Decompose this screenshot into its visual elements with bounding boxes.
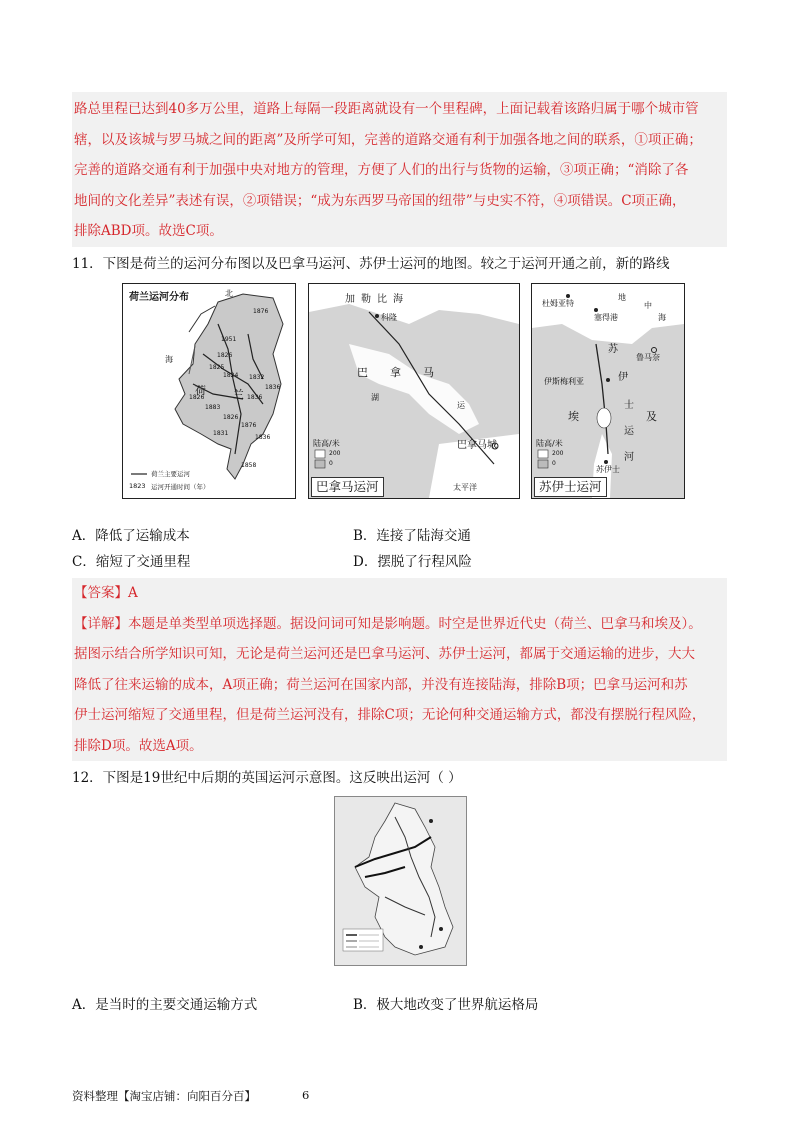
suez-city1: 杜姆亚特 [542, 299, 574, 308]
suez-canal-char: 士 [624, 400, 634, 411]
explanation-line: 排除ABD项。故选C项。 [74, 223, 223, 239]
suez-sea-char: 中 [644, 301, 652, 310]
suez-legend-title: 陆高/米 [536, 439, 563, 448]
q11-option-d[interactable]: D．摆脱了行程风险 [353, 554, 472, 570]
q12-option-a[interactable]: A．是当时的主要交通运输方式 [72, 997, 258, 1013]
year-label: 1883 [205, 404, 221, 411]
legend-line1: 荷兰主要运河 [151, 470, 190, 478]
q11-option-c[interactable]: C．缩短了交通里程 [72, 554, 191, 570]
panama-city2: 巴拿马城 [457, 440, 497, 451]
panama-legend-title: 陆高/米 [313, 439, 340, 448]
panama-legend-zero: 0 [329, 460, 333, 467]
panama-lake-label: 湖 [371, 393, 379, 402]
question-12-stem: 12．下图是19世纪中后期的英国运河示意图。这反映出运河（ ） [72, 770, 462, 786]
q11-answer-block [72, 578, 727, 761]
suez-sea-char: 地 [618, 293, 626, 302]
panama-gulf-label: 太平洋 [453, 483, 477, 492]
netherlands-map-graphic [123, 284, 295, 498]
country-char: 兰 [233, 388, 244, 401]
year-label: 1832 [249, 374, 265, 381]
panama-country-label: 巴拿马 [357, 366, 456, 379]
suez-canal-char: 伊 [618, 372, 628, 383]
explanation-line: 排除D项。故选A项。 [74, 737, 203, 754]
explanation-line: 完善的道路交通有利于加强中央对地方的管理，方便了人们的出行与货物的运输，③项正确；“消除了各 [74, 162, 689, 178]
explanation-line: 路总里程已达到40多万公里，道路上每隔一段距离就设有一个里程碑，上面记载着该路归属于哪个城市管 [74, 101, 699, 117]
explanation-line: 辖，以及该城与罗马城之间的距离”及所学可知，完善的道路交通有利于加强各地之间的联系，①项正确； [74, 131, 702, 148]
year-label: 1825 [209, 364, 225, 371]
panama-canal-map [308, 283, 520, 499]
q11-option-b[interactable]: B．连接了陆海交通 [353, 528, 471, 544]
panama-sea-label: 加勒比海 [345, 294, 409, 305]
suez-legend-zero: 0 [552, 460, 556, 467]
suez-legend-value: 200 [552, 450, 564, 457]
legend-line2: 运河开通时间（年） [151, 483, 210, 491]
year-label: 1836 [265, 384, 281, 391]
suez-canal-char: 河 [624, 452, 634, 463]
suez-city2: 塞得港 [594, 313, 618, 322]
explanation-line: 伊士运河缩短了交通里程，但是荷兰运河没有，排除C项；无论何种交通运输方式，都没有摆脱行程风险， [74, 707, 706, 723]
explanation-line: 地间的文化差异”表述有误，②项错误；“成为东西罗马帝国的纽带”与史实不符，④项错误。C项正确， [74, 192, 686, 209]
explanation-line: 【详解】本题是单类型单项选择题。据设问词可知是影响题。时空是世界近代史（荷兰、巴拿马和埃及）。 [74, 615, 702, 632]
panama-city1: 科隆 [381, 313, 397, 322]
panama-map-graphic [309, 284, 519, 498]
panama-caption: 巴拿马运河 [311, 477, 384, 497]
britain-canal-map [334, 796, 467, 966]
year-label: 1831 [213, 430, 229, 437]
q12-option-b[interactable]: B．极大地改变了世界航运格局 [353, 997, 539, 1013]
suez-country-char: 及 [646, 410, 657, 423]
answer-label: 【答案】A [74, 585, 138, 601]
year-label: 1826 [189, 394, 205, 401]
page-number: 6 [302, 1088, 310, 1102]
suez-sea-char: 海 [658, 313, 666, 322]
panama-canal-char: 运 [457, 401, 465, 410]
netherlands-map-title: 荷兰运河分布 [129, 292, 189, 303]
explanation-line: 据图示结合所学知识可知，无论是荷兰运河还是巴拿马运河、苏伊士运河，都属于交通运输的进步，大大 [74, 646, 695, 662]
question-11-stem: 11．下图是荷兰的运河分布图以及巴拿马运河、苏伊士运河的地图。较之于运河开通之前，新的路线 [72, 256, 670, 272]
year-label: 1951 [221, 336, 237, 343]
netherlands-canal-map [122, 283, 296, 499]
north-label: 北 [225, 289, 233, 298]
year-label: 1876 [253, 308, 269, 315]
suez-canal-map [531, 283, 685, 499]
panama-legend-value: 200 [329, 450, 341, 457]
previous-explanation [72, 92, 727, 247]
suez-canal-char: 运 [624, 426, 634, 437]
suez-country-char: 埃 [568, 410, 579, 423]
legend-year: 1823 [129, 482, 146, 490]
sea-label: 海 [165, 355, 173, 364]
suez-city4: 伊斯梅利亚 [544, 377, 584, 386]
year-label: 1826 [223, 414, 239, 421]
year-label: 1858 [241, 462, 257, 469]
footer-source: 资料整理【淘宝店铺：向阳百分百】 [72, 1089, 256, 1103]
explanation-line: 降低了往来运输的成本，A项正确；荷兰运河在国家内部，并没有连接陆海，排除B项；巴拿马运河和苏 [74, 676, 688, 693]
country-char: 荷 [195, 384, 206, 397]
suez-city5: 苏伊士 [596, 465, 620, 474]
suez-caption: 苏伊士运河 [534, 477, 607, 497]
year-label: 1824 [223, 372, 239, 379]
year-label: 1836 [255, 434, 271, 441]
suez-canal-char: 苏 [608, 344, 618, 355]
year-label: 1826 [217, 352, 233, 359]
britain-map-graphic [335, 797, 466, 965]
q11-option-a[interactable]: A．降低了运输成本 [72, 528, 190, 544]
suez-city3: 鲁马奈 [636, 353, 660, 362]
year-label: 1836 [247, 394, 263, 401]
year-label: 1876 [241, 422, 257, 429]
